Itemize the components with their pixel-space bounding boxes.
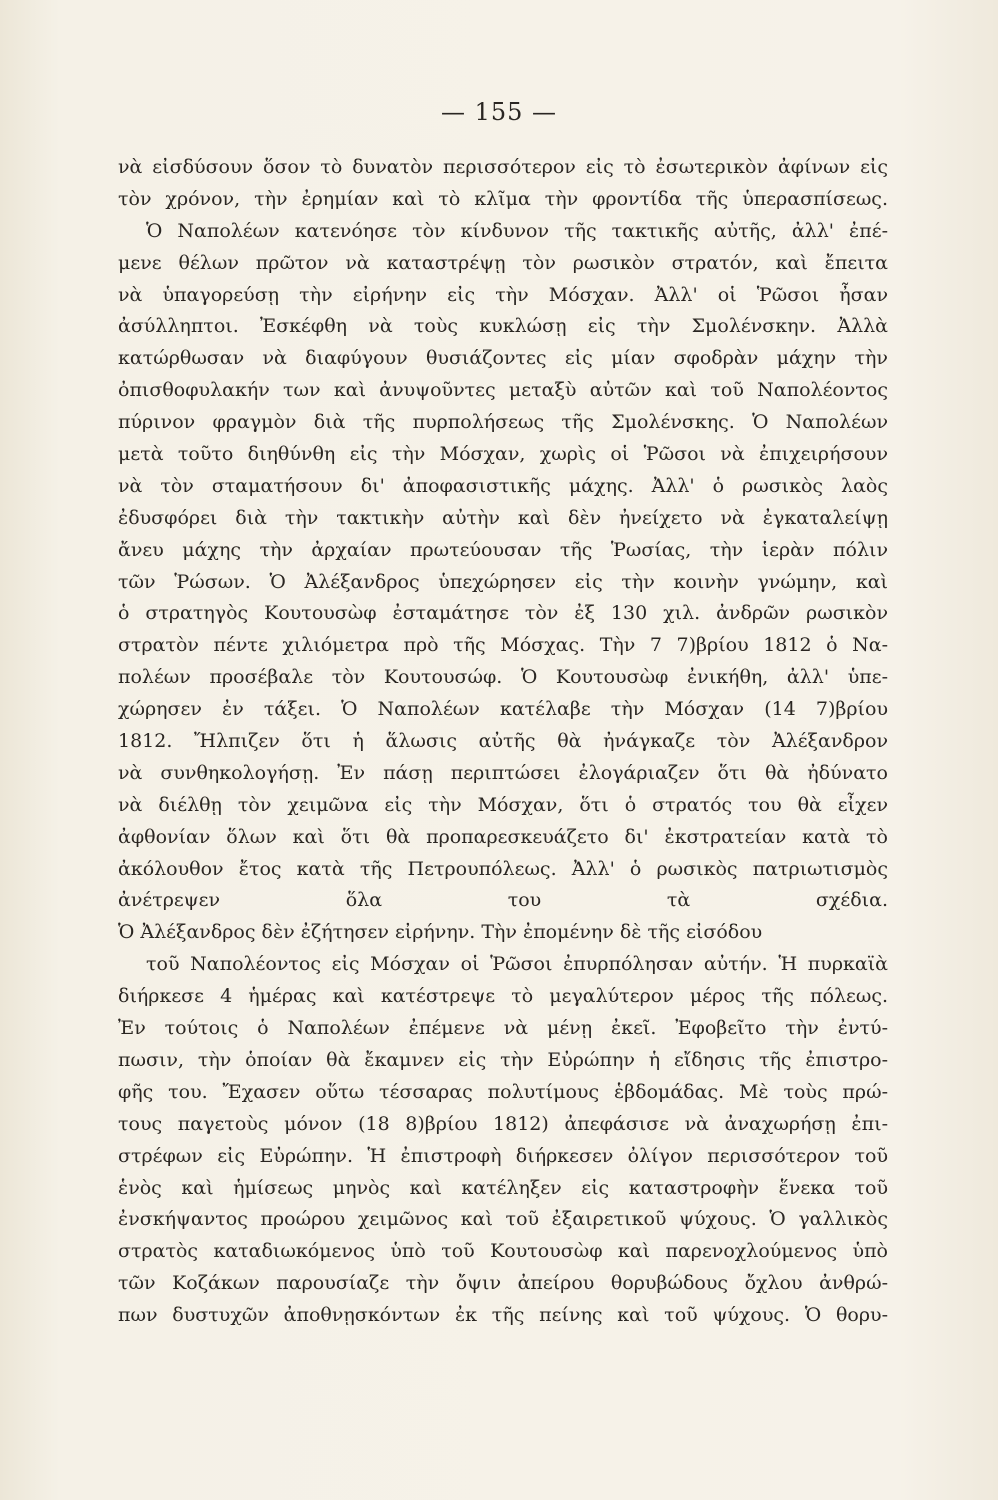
text-line: Ὁ Ἀλέξανδρος δὲν ἐζήτησεν εἰρήνην. Τὴν ἐπομένην δὲ τῆς εἰσόδου bbox=[118, 921, 763, 944]
text-line: ἐδυσφόρει διὰ τὴν τακτικὴν αὐτὴν καὶ δὲν ἠνείχετο νὰ ἐγκαταλείψῃ bbox=[118, 506, 888, 529]
text-line: τῶν Ῥώσων. Ὁ Ἀλέξανδρος ὑπεχώρησεν εἰς τὴν κοινὴν γνώμην, καὶ bbox=[118, 570, 888, 593]
text-line: στρέφων εἰς Εὐρώπην. Ἡ ἐπιστροφὴ διήρκεσεν ὀλίγον περισσότερον τοῦ bbox=[118, 1144, 888, 1167]
text-line: τὸν χρόνον, τὴν ἐρημίαν καὶ τὸ κλῖμα τὴν φροντίδα τῆς ὑπερασπίσεως. bbox=[118, 187, 888, 210]
text-line: κατώρθωσαν νὰ διαφύγουν θυσιάζοντες εἰς μίαν σφοδρὰν μάχην τὴν bbox=[118, 347, 888, 370]
text-line: μετὰ τοῦτο διηθύνθη εἰς τὴν Μόσχαν, χωρὶς οἱ Ῥῶσοι νὰ ἐπιχειρήσουν bbox=[118, 443, 888, 466]
text-line: πωσιν, τὴν ὁποίαν θὰ ἔκαμνεν εἰς τὴν Εὐρώπην ἡ εἴδησις τῆς ἐπιστρο- bbox=[118, 1048, 888, 1071]
text-line: φῆς του. Ἔχασεν οὕτω τέσσαρας πολυτίμους ἑβδομάδας. Μὲ τοὺς πρώ- bbox=[118, 1080, 888, 1103]
text-line: νὰ συνθηκολογήσῃ. Ἐν πάσῃ περιπτώσει ἐλογάριαζεν ὅτι θὰ ἠδύνατο bbox=[118, 761, 888, 784]
text-line: στρατὸν πέντε χιλιόμετρα πρὸ τῆς Μόσχας. Τὴν 7 7)βρίου 1812 ὁ Να- bbox=[118, 634, 888, 657]
text-line: τους παγετοὺς μόνον (18 8)βρίου 1812) ἀπεφάσισε νὰ ἀναχωρήσῃ ἐπι- bbox=[118, 1112, 888, 1135]
text-line: πύρινον φραγμὸν διὰ τῆς πυρπολήσεως τῆς Σμολένσκης. Ὁ Ναπολέων bbox=[118, 411, 888, 434]
text-line: ἑνὸς καὶ ἡμίσεως μηνὸς καὶ κατέληξεν εἰς καταστροφὴν ἕνεκα τοῦ bbox=[118, 1176, 888, 1199]
text-line: ἀσύλληπτοι. Ἐσκέφθη νὰ τοὺς κυκλώσῃ εἰς τὴν Σμολένσκην. Ἀλλὰ bbox=[118, 315, 888, 338]
page-number: — 155 — bbox=[440, 98, 558, 126]
text-line: νὰ διέλθῃ τὸν χειμῶνα εἰς τὴν Μόσχαν, ὅτι ὁ στρατός του θὰ εἶχεν bbox=[118, 793, 888, 816]
text-line: Ὁ Ναπολέων κατενόησε τὸν κίνδυνον τῆς τακτικῆς αὐτῆς, ἀλλ' ἐπέ- bbox=[146, 219, 888, 242]
text-line: νὰ εἰσδύσουν ὅσον τὸ δυνατὸν περισσότερον εἰς τὸ ἐσωτερικὸν ἀφίνων εἰς bbox=[118, 156, 888, 178]
text-line: χώρησεν ἐν τάξει. Ὁ Ναπολέων κατέλαβε τὴν Μόσχαν (14 7)βρίου bbox=[118, 698, 888, 721]
text-line: διήρκεσε 4 ἡμέρας καὶ κατέστρεψε τὸ μεγαλύτερον μέρος τῆς πόλεως. bbox=[118, 985, 888, 1008]
text-line: μενε θέλων πρῶτον νὰ καταστρέψῃ τὸν ρωσικὸν στρατόν, καὶ ἔπειτα bbox=[118, 251, 888, 274]
text-line: νὰ ὑπαγορεύσῃ τὴν εἰρήνην εἰς τὴν Μόσχαν. Ἀλλ' οἱ Ῥῶσοι ἦσαν bbox=[118, 283, 888, 306]
text-line: ὀπισθοφυλακήν των καὶ ἀνυψοῦντες μεταξὺ αὐτῶν καὶ τοῦ Ναπολέοντος bbox=[118, 379, 888, 402]
text-line: 1812. Ἤλπιζεν ὅτι ἡ ἅλωσις αὐτῆς θὰ ἠνάγκαζε τὸν Ἀλέξανδρον bbox=[118, 730, 888, 753]
text-line: ἀνέτρεψεν ὅλα του τὰ σχέδια. bbox=[118, 889, 888, 912]
text-line: πολέων προσέβαλε τὸν Κουτουσώφ. Ὁ Κουτουσὼφ ἐνικήθη, ἀλλ' ὑπε- bbox=[118, 666, 888, 689]
body-text bbox=[118, 152, 888, 1332]
text-line: ὁ στρατηγὸς Κουτουσὼφ ἐσταμάτησε τὸν ἐξ 130 χιλ. ἀνδρῶν ρωσικὸν bbox=[118, 602, 888, 625]
text-line: ἀφθονίαν ὅλων καὶ ὅτι θὰ προπαρεσκευάζετο δι' ἐκστρατείαν κατὰ τὸ bbox=[118, 825, 888, 848]
text-line: ἄνευ μάχης τὴν ἀρχαίαν πρωτεύουσαν τῆς Ῥωσίας, τὴν ἱερὰν πόλιν bbox=[118, 538, 888, 561]
text-line: τοῦ Ναπολέοντος εἰς Μόσχαν οἱ Ῥῶσοι ἐπυρπόλησαν αὐτήν. Ἡ πυρκαϊὰ bbox=[146, 953, 888, 976]
text-line: στρατὸς καταδιωκόμενος ὑπὸ τοῦ Κουτουσὼφ καὶ παρενοχλούμενος ὑπὸ bbox=[118, 1240, 888, 1263]
text-line: ἐνσκήψαντος προώρου χειμῶνος καὶ τοῦ ἐξαιρετικοῦ ψύχους. Ὁ γαλλικὸς bbox=[118, 1208, 888, 1231]
text-line: τῶν Κοζάκων παρουσίαζε τὴν ὄψιν ἀπείρου θορυβώδους ὄχλου ἀνθρώ- bbox=[118, 1272, 888, 1295]
text-line: νὰ τὸν σταματήσουν δι' ἀποφασιστικῆς μάχης. Ἀλλ' ὁ ρωσικὸς λαὸς bbox=[118, 474, 888, 497]
text-line: πων δυστυχῶν ἀποθνῃσκόντων ἐκ τῆς πείνης καὶ τοῦ ψύχους. Ὁ θορυ- bbox=[118, 1304, 888, 1327]
text-line: ἀκόλουθον ἔτος κατὰ τῆς Πετρουπόλεως. Ἀλλ' ὁ ρωσικὸς πατριωτισμὸς bbox=[118, 857, 888, 880]
text-line: Ἐν τούτοις ὁ Ναπολέων ἐπέμενε νὰ μένῃ ἐκεῖ. Ἐφοβεῖτο τὴν ἐντύ- bbox=[118, 1017, 888, 1040]
